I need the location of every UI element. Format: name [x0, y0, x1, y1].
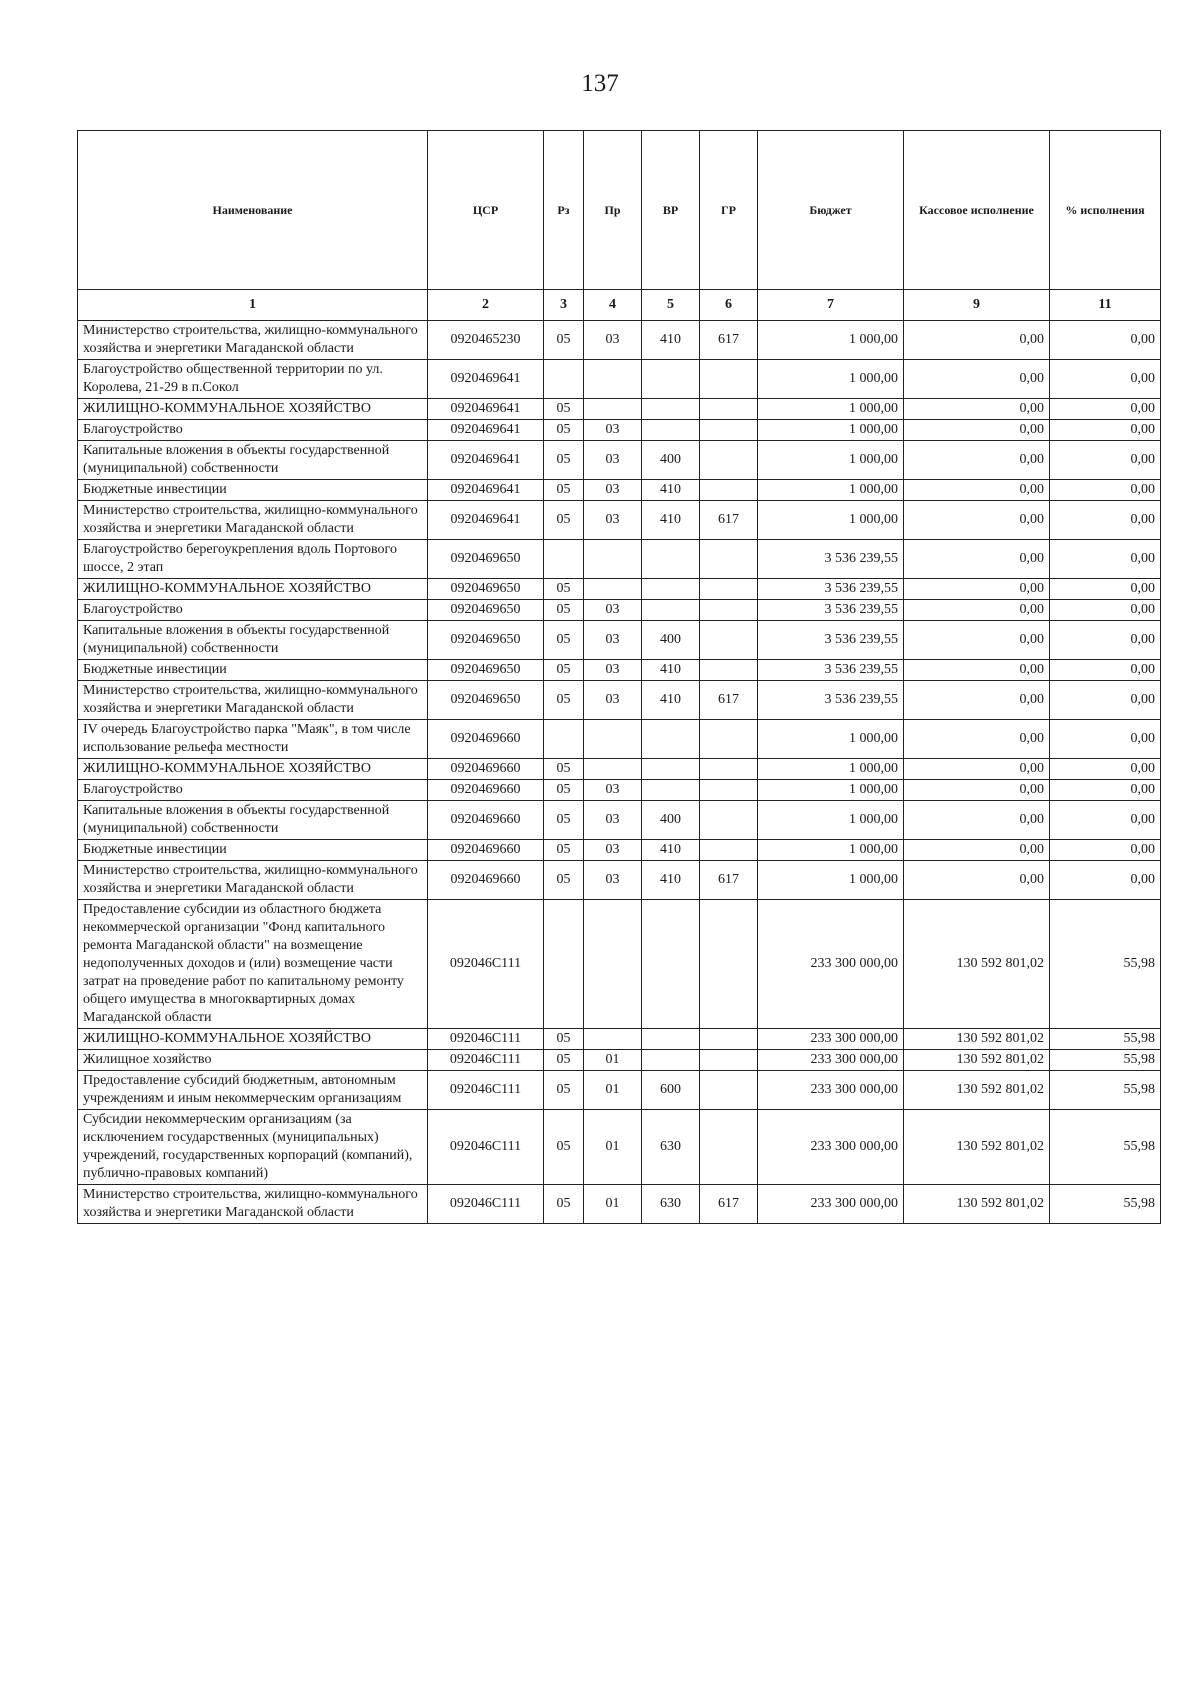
table-row	[78, 1050, 1161, 1071]
row-rz: 05	[544, 660, 584, 681]
table-row	[78, 720, 1161, 759]
row-vr: 410	[642, 480, 700, 501]
row-csr: 092046С111	[428, 1110, 544, 1185]
row-csr: 0920469650	[428, 621, 544, 660]
row-rz	[544, 720, 584, 759]
row-cash: 0,00	[904, 780, 1050, 801]
row-gr	[700, 840, 758, 861]
row-cash: 0,00	[904, 321, 1050, 360]
row-name: Благоустройство	[78, 780, 428, 801]
row-pct: 0,00	[1050, 579, 1161, 600]
row-budget: 1 000,00	[758, 360, 904, 399]
row-pct: 0,00	[1050, 441, 1161, 480]
row-vr	[642, 399, 700, 420]
row-pr: 03	[584, 420, 642, 441]
column-number: 2	[428, 290, 544, 321]
row-rz	[544, 900, 584, 1029]
row-gr	[700, 600, 758, 621]
row-budget: 1 000,00	[758, 840, 904, 861]
row-gr	[700, 1050, 758, 1071]
row-pct: 55,98	[1050, 1029, 1161, 1050]
row-rz: 05	[544, 840, 584, 861]
row-pr	[584, 579, 642, 600]
table-row	[78, 501, 1161, 540]
table-row	[78, 681, 1161, 720]
row-name: Министерство строительства, жилищно-коммунального хозяйства и энергетики Магаданской области	[78, 1185, 428, 1224]
row-pct: 0,00	[1050, 480, 1161, 501]
table-row	[78, 1071, 1161, 1110]
row-rz: 05	[544, 1071, 584, 1110]
header-pct: % исполнения	[1050, 131, 1161, 290]
row-name: ЖИЛИЩНО-КОММУНАЛЬНОЕ ХОЗЯЙСТВО	[78, 759, 428, 780]
header-rz: Рз	[544, 131, 584, 290]
row-csr: 0920465230	[428, 321, 544, 360]
table-body	[78, 321, 1161, 1224]
table-row	[78, 660, 1161, 681]
row-csr: 092046С111	[428, 1185, 544, 1224]
row-pct: 0,00	[1050, 540, 1161, 579]
row-rz: 05	[544, 399, 584, 420]
row-vr: 630	[642, 1185, 700, 1224]
row-gr	[700, 660, 758, 681]
row-vr	[642, 579, 700, 600]
row-cash: 0,00	[904, 660, 1050, 681]
row-cash: 130 592 801,02	[904, 1050, 1050, 1071]
row-budget: 1 000,00	[758, 801, 904, 840]
row-cash: 0,00	[904, 501, 1050, 540]
row-rz: 05	[544, 681, 584, 720]
row-pr	[584, 1029, 642, 1050]
row-gr	[700, 360, 758, 399]
row-gr: 617	[700, 681, 758, 720]
table-row	[78, 579, 1161, 600]
row-csr: 0920469660	[428, 840, 544, 861]
row-budget: 1 000,00	[758, 720, 904, 759]
row-budget: 1 000,00	[758, 861, 904, 900]
row-cash: 0,00	[904, 840, 1050, 861]
row-gr	[700, 579, 758, 600]
row-vr: 410	[642, 321, 700, 360]
row-name: Министерство строительства, жилищно-коммунального хозяйства и энергетики Магаданской области	[78, 321, 428, 360]
row-pr: 03	[584, 840, 642, 861]
row-vr: 410	[642, 660, 700, 681]
row-pr: 03	[584, 660, 642, 681]
row-pct: 0,00	[1050, 861, 1161, 900]
row-name: Бюджетные инвестиции	[78, 480, 428, 501]
row-cash: 0,00	[904, 420, 1050, 441]
row-cash: 130 592 801,02	[904, 1071, 1050, 1110]
column-number-row	[78, 290, 1161, 321]
header-budget: Бюджет	[758, 131, 904, 290]
row-pct: 55,98	[1050, 1185, 1161, 1224]
row-name: ЖИЛИЩНО-КОММУНАЛЬНОЕ ХОЗЯЙСТВО	[78, 579, 428, 600]
row-name: Министерство строительства, жилищно-коммунального хозяйства и энергетики Магаданской области	[78, 861, 428, 900]
table-row	[78, 861, 1161, 900]
row-budget: 233 300 000,00	[758, 1050, 904, 1071]
table-row	[78, 1029, 1161, 1050]
row-gr	[700, 480, 758, 501]
row-vr: 410	[642, 501, 700, 540]
row-cash: 130 592 801,02	[904, 1185, 1050, 1224]
row-rz: 05	[544, 759, 584, 780]
row-gr	[700, 399, 758, 420]
row-budget: 3 536 239,55	[758, 660, 904, 681]
row-name: Бюджетные инвестиции	[78, 840, 428, 861]
row-pr	[584, 720, 642, 759]
row-csr: 0920469650	[428, 681, 544, 720]
row-cash: 130 592 801,02	[904, 1029, 1050, 1050]
table-row	[78, 1185, 1161, 1224]
row-name: Капитальные вложения в объекты государственной (муниципальной) собственности	[78, 801, 428, 840]
row-name: Благоустройство	[78, 600, 428, 621]
row-pr: 01	[584, 1071, 642, 1110]
row-vr: 400	[642, 441, 700, 480]
column-number: 6	[700, 290, 758, 321]
row-pct: 0,00	[1050, 681, 1161, 720]
row-pct: 55,98	[1050, 1050, 1161, 1071]
row-gr	[700, 801, 758, 840]
row-csr: 092046С111	[428, 1029, 544, 1050]
row-pr	[584, 900, 642, 1029]
row-cash: 0,00	[904, 801, 1050, 840]
row-rz	[544, 540, 584, 579]
row-vr	[642, 1050, 700, 1071]
row-gr	[700, 1029, 758, 1050]
row-pct: 55,98	[1050, 1071, 1161, 1110]
row-rz: 05	[544, 780, 584, 801]
budget-table	[77, 130, 1161, 1224]
row-csr: 092046С111	[428, 900, 544, 1029]
row-rz: 05	[544, 321, 584, 360]
row-cash: 0,00	[904, 399, 1050, 420]
row-name: IV очередь Благоустройство парка "Маяк", в том числе использование рельефа местности	[78, 720, 428, 759]
row-pr: 03	[584, 801, 642, 840]
row-cash: 0,00	[904, 759, 1050, 780]
row-cash: 130 592 801,02	[904, 900, 1050, 1029]
row-pr: 01	[584, 1185, 642, 1224]
row-csr: 0920469641	[428, 480, 544, 501]
row-csr: 0920469650	[428, 660, 544, 681]
row-cash: 0,00	[904, 441, 1050, 480]
row-budget: 1 000,00	[758, 501, 904, 540]
row-rz: 05	[544, 1050, 584, 1071]
header-pr: Пр	[584, 131, 642, 290]
row-budget: 233 300 000,00	[758, 1071, 904, 1110]
row-budget: 3 536 239,55	[758, 540, 904, 579]
row-budget: 3 536 239,55	[758, 621, 904, 660]
row-budget: 233 300 000,00	[758, 1029, 904, 1050]
row-gr	[700, 720, 758, 759]
row-budget: 1 000,00	[758, 321, 904, 360]
row-csr: 0920469641	[428, 420, 544, 441]
row-vr	[642, 780, 700, 801]
row-name: Субсидии некоммерческим организациям (за исключением государственных (муниципальных) учреждений, государственных корпораций (компаний), публично-правовых компаний)	[78, 1110, 428, 1185]
row-csr: 0920469641	[428, 399, 544, 420]
row-pr: 03	[584, 780, 642, 801]
row-vr	[642, 1029, 700, 1050]
row-cash: 0,00	[904, 600, 1050, 621]
row-cash: 0,00	[904, 480, 1050, 501]
header-name: Наименование	[78, 131, 428, 290]
row-budget: 1 000,00	[758, 480, 904, 501]
row-pr: 03	[584, 480, 642, 501]
row-name: Предоставление субсидий бюджетным, автономным учреждениям и иным некоммерческим организациям	[78, 1071, 428, 1110]
row-rz: 05	[544, 861, 584, 900]
row-vr: 410	[642, 840, 700, 861]
header-vr: ВР	[642, 131, 700, 290]
row-gr	[700, 540, 758, 579]
header-gr: ГР	[700, 131, 758, 290]
row-gr	[700, 780, 758, 801]
table-row	[78, 600, 1161, 621]
row-vr	[642, 360, 700, 399]
column-number: 3	[544, 290, 584, 321]
row-cash: 0,00	[904, 621, 1050, 660]
table-row	[78, 1110, 1161, 1185]
row-pct: 0,00	[1050, 600, 1161, 621]
row-cash: 130 592 801,02	[904, 1110, 1050, 1185]
row-cash: 0,00	[904, 861, 1050, 900]
row-csr: 0920469660	[428, 759, 544, 780]
row-pct: 0,00	[1050, 780, 1161, 801]
row-budget: 1 000,00	[758, 780, 904, 801]
row-name: Жилищное хозяйство	[78, 1050, 428, 1071]
row-pct: 55,98	[1050, 1110, 1161, 1185]
row-rz: 05	[544, 501, 584, 540]
row-csr: 0920469660	[428, 720, 544, 759]
row-name: Предоставление субсидии из областного бюджета некоммерческой организации "Фонд капитального ремонта Магаданской области" на возмещение недополученных доходов и (или) возмещение части затрат на проведение работ по капитальному ремонту общего имущества в многоквартирных домах Магаданской области	[78, 900, 428, 1029]
row-vr	[642, 420, 700, 441]
row-csr: 0920469650	[428, 540, 544, 579]
row-budget: 1 000,00	[758, 399, 904, 420]
table-row	[78, 399, 1161, 420]
table-row	[78, 759, 1161, 780]
row-pct: 0,00	[1050, 621, 1161, 660]
row-pr: 03	[584, 321, 642, 360]
row-cash: 0,00	[904, 579, 1050, 600]
row-vr: 600	[642, 1071, 700, 1110]
row-name: Благоустройство берегоукрепления вдоль Портового шоссе, 2 этап	[78, 540, 428, 579]
row-pct: 55,98	[1050, 900, 1161, 1029]
row-budget: 3 536 239,55	[758, 579, 904, 600]
row-csr: 0920469650	[428, 579, 544, 600]
column-number: 7	[758, 290, 904, 321]
row-pct: 0,00	[1050, 321, 1161, 360]
row-csr: 0920469660	[428, 861, 544, 900]
row-budget: 233 300 000,00	[758, 900, 904, 1029]
row-pr: 03	[584, 621, 642, 660]
row-name: Благоустройство	[78, 420, 428, 441]
row-gr	[700, 1071, 758, 1110]
row-name: Министерство строительства, жилищно-коммунального хозяйства и энергетики Магаданской области	[78, 501, 428, 540]
row-name: Бюджетные инвестиции	[78, 660, 428, 681]
row-csr: 0920469660	[428, 780, 544, 801]
row-pct: 0,00	[1050, 759, 1161, 780]
row-csr: 0920469641	[428, 360, 544, 399]
column-number: 5	[642, 290, 700, 321]
row-name: Благоустройство общественной территории по ул. Королева, 21-29 в п.Сокол	[78, 360, 428, 399]
row-pr	[584, 759, 642, 780]
row-pr: 03	[584, 441, 642, 480]
row-vr: 400	[642, 801, 700, 840]
row-name: Капитальные вложения в объекты государственной (муниципальной) собственности	[78, 441, 428, 480]
column-number: 1	[78, 290, 428, 321]
row-pct: 0,00	[1050, 801, 1161, 840]
row-pr: 03	[584, 501, 642, 540]
row-vr	[642, 900, 700, 1029]
row-pct: 0,00	[1050, 420, 1161, 441]
row-pr: 03	[584, 861, 642, 900]
table-row	[78, 441, 1161, 480]
row-vr: 410	[642, 681, 700, 720]
row-rz: 05	[544, 1029, 584, 1050]
row-gr	[700, 621, 758, 660]
row-gr	[700, 759, 758, 780]
row-gr	[700, 1110, 758, 1185]
row-gr	[700, 900, 758, 1029]
row-budget: 1 000,00	[758, 420, 904, 441]
row-rz: 05	[544, 621, 584, 660]
row-cash: 0,00	[904, 360, 1050, 399]
table-row	[78, 420, 1161, 441]
row-pct: 0,00	[1050, 399, 1161, 420]
row-pr	[584, 540, 642, 579]
row-rz: 05	[544, 600, 584, 621]
row-csr: 0920469650	[428, 600, 544, 621]
table-row	[78, 801, 1161, 840]
row-cash: 0,00	[904, 540, 1050, 579]
table-row	[78, 621, 1161, 660]
row-cash: 0,00	[904, 720, 1050, 759]
table-row	[78, 900, 1161, 1029]
table-row	[78, 360, 1161, 399]
row-csr: 0920469641	[428, 501, 544, 540]
row-budget: 1 000,00	[758, 441, 904, 480]
row-name: Министерство строительства, жилищно-коммунального хозяйства и энергетики Магаданской области	[78, 681, 428, 720]
row-pct: 0,00	[1050, 660, 1161, 681]
table-row	[78, 780, 1161, 801]
row-pr: 03	[584, 681, 642, 720]
row-csr: 092046С111	[428, 1071, 544, 1110]
row-pct: 0,00	[1050, 501, 1161, 540]
row-vr	[642, 600, 700, 621]
table-row	[78, 540, 1161, 579]
header-cash: Кассовое исполнение	[904, 131, 1050, 290]
header-csr: ЦСР	[428, 131, 544, 290]
table-row	[78, 480, 1161, 501]
row-budget: 1 000,00	[758, 759, 904, 780]
row-vr	[642, 720, 700, 759]
row-gr	[700, 420, 758, 441]
table-row	[78, 321, 1161, 360]
row-csr: 0920469660	[428, 801, 544, 840]
row-pct: 0,00	[1050, 720, 1161, 759]
header-row	[78, 131, 1161, 290]
row-budget: 233 300 000,00	[758, 1110, 904, 1185]
row-cash: 0,00	[904, 681, 1050, 720]
table-row	[78, 840, 1161, 861]
row-pr: 01	[584, 1110, 642, 1185]
row-rz: 05	[544, 579, 584, 600]
row-budget: 3 536 239,55	[758, 681, 904, 720]
row-rz	[544, 360, 584, 399]
row-pr	[584, 360, 642, 399]
row-rz: 05	[544, 1185, 584, 1224]
row-pr: 03	[584, 600, 642, 621]
row-gr: 617	[700, 1185, 758, 1224]
row-gr: 617	[700, 321, 758, 360]
row-name: ЖИЛИЩНО-КОММУНАЛЬНОЕ ХОЗЯЙСТВО	[78, 399, 428, 420]
column-number: 4	[584, 290, 642, 321]
row-budget: 233 300 000,00	[758, 1185, 904, 1224]
row-csr: 092046С111	[428, 1050, 544, 1071]
row-budget: 3 536 239,55	[758, 600, 904, 621]
row-pct: 0,00	[1050, 360, 1161, 399]
page-number: 137	[581, 70, 619, 97]
row-gr	[700, 441, 758, 480]
row-pr: 01	[584, 1050, 642, 1071]
row-name: Капитальные вложения в объекты государственной (муниципальной) собственности	[78, 621, 428, 660]
row-rz: 05	[544, 1110, 584, 1185]
row-rz: 05	[544, 801, 584, 840]
row-pr	[584, 399, 642, 420]
column-number: 11	[1050, 290, 1161, 321]
row-vr: 630	[642, 1110, 700, 1185]
row-rz: 05	[544, 480, 584, 501]
row-gr: 617	[700, 501, 758, 540]
row-pct: 0,00	[1050, 840, 1161, 861]
row-vr	[642, 759, 700, 780]
row-vr: 410	[642, 861, 700, 900]
row-name: ЖИЛИЩНО-КОММУНАЛЬНОЕ ХОЗЯЙСТВО	[78, 1029, 428, 1050]
row-rz: 05	[544, 420, 584, 441]
row-vr: 400	[642, 621, 700, 660]
column-number: 9	[904, 290, 1050, 321]
row-rz: 05	[544, 441, 584, 480]
row-gr: 617	[700, 861, 758, 900]
row-vr	[642, 540, 700, 579]
row-csr: 0920469641	[428, 441, 544, 480]
